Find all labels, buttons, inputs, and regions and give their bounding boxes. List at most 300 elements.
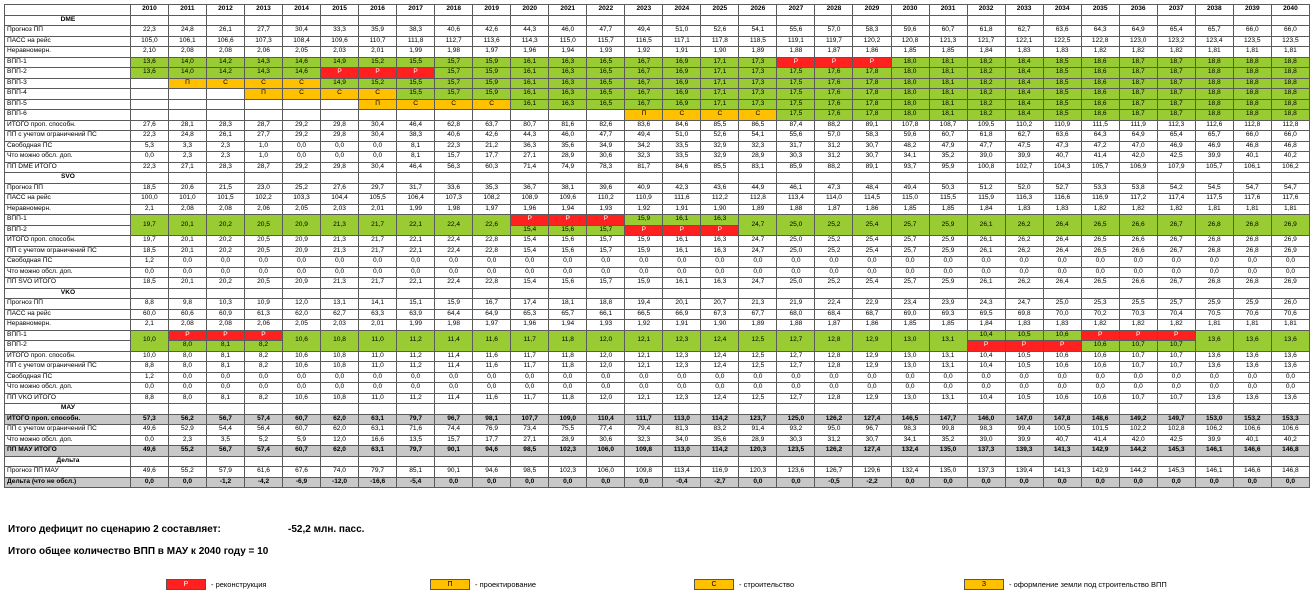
table-cell: 121,7 xyxy=(967,36,1005,47)
legend-text: - оформление земли под строительство ВПП xyxy=(1009,580,1167,589)
table-cell xyxy=(625,288,663,299)
table-cell: 17,3 xyxy=(739,57,777,68)
table-cell: 109,5 xyxy=(967,120,1005,131)
table-cell: 41,4 xyxy=(1081,435,1119,446)
table-cell: 32,9 xyxy=(701,152,739,163)
table-cell: Р xyxy=(663,225,701,236)
table-cell: 18,7 xyxy=(1119,57,1157,68)
table-cell: 15,2 xyxy=(359,57,397,68)
table-cell: 21,3 xyxy=(321,246,359,257)
table-cell: 98,3 xyxy=(891,425,929,436)
table-cell: 28,7 xyxy=(244,120,282,131)
table-cell: 0,0 xyxy=(587,267,625,278)
table-cell: Р xyxy=(549,215,587,226)
table-cell: 16,9 xyxy=(663,89,701,100)
table-cell: 70,6 xyxy=(1233,309,1271,320)
table-row xyxy=(5,152,1310,163)
table-cell: 11,2 xyxy=(397,330,435,351)
table-cell: 14,6 xyxy=(283,68,321,79)
table-cell: 2,08 xyxy=(206,204,244,215)
table-cell: 111,8 xyxy=(397,36,435,47)
table-cell: 105,7 xyxy=(1195,162,1233,173)
table-cell: 47,9 xyxy=(929,141,967,152)
table-cell: 153,0 xyxy=(1195,414,1233,425)
table-cell: 8,8 xyxy=(130,393,168,404)
table-cell: 146,8 xyxy=(1271,467,1309,478)
table-cell xyxy=(815,173,853,184)
table-cell xyxy=(549,456,587,467)
table-cell: 18,0 xyxy=(891,78,929,89)
table-cell: 16,1 xyxy=(663,236,701,247)
table-cell xyxy=(1233,456,1271,467)
table-cell: 18,8 xyxy=(1271,57,1309,68)
table-cell: 0,0 xyxy=(1195,257,1233,268)
row-label: Дельта xyxy=(5,456,131,467)
table-cell: 26,7 xyxy=(1157,246,1195,257)
table-cell: 12,3 xyxy=(663,351,701,362)
table-cell xyxy=(1195,173,1233,184)
table-cell: 95,0 xyxy=(815,425,853,436)
table-cell: 60,7 xyxy=(929,26,967,37)
table-cell: 105,7 xyxy=(1081,162,1119,173)
table-cell: 0,0 xyxy=(929,383,967,394)
table-cell: 1,87 xyxy=(815,204,853,215)
table-cell: 16,3 xyxy=(549,57,587,68)
table-row xyxy=(5,393,1310,404)
table-cell: 96,7 xyxy=(853,425,891,436)
table-cell: 18,7 xyxy=(1157,110,1195,121)
table-cell: 109,8 xyxy=(625,446,663,457)
table-cell: 83,2 xyxy=(701,425,739,436)
table-cell: 21,3 xyxy=(321,278,359,289)
header-row xyxy=(5,5,1310,16)
row-label: Неравномерн. xyxy=(5,47,131,58)
deficit-value: -52,2 млн. пасс. xyxy=(288,524,365,535)
table-cell xyxy=(549,110,587,121)
table-cell: 17,7 xyxy=(473,435,511,446)
table-cell: 24,7 xyxy=(1005,299,1043,310)
row-label: ПАСС на рейс xyxy=(5,36,131,47)
table-cell: 0,0 xyxy=(1233,477,1271,488)
table-cell: 22,8 xyxy=(473,236,511,247)
table-cell: 46,0 xyxy=(549,131,587,142)
table-cell: 26,1 xyxy=(967,278,1005,289)
table-cell: С xyxy=(397,99,435,110)
table-cell: 13,6 xyxy=(1195,362,1233,373)
table-cell: 0,0 xyxy=(777,477,815,488)
table-cell: -2,7 xyxy=(701,477,739,488)
table-cell: 10,6 xyxy=(283,362,321,373)
table-cell xyxy=(473,288,511,299)
table-cell xyxy=(244,15,282,26)
table-cell: 98,1 xyxy=(473,414,511,425)
table-cell: 79,7 xyxy=(397,446,435,457)
table-cell xyxy=(1271,456,1309,467)
table-cell: 16,3 xyxy=(701,278,739,289)
table-cell: 46,0 xyxy=(549,26,587,37)
table-cell: 153,3 xyxy=(1271,414,1309,425)
table-cell: 42,3 xyxy=(663,183,701,194)
table-cell: П xyxy=(625,110,663,121)
table-cell: 0,0 xyxy=(130,152,168,163)
table-cell: 18,6 xyxy=(1081,99,1119,110)
table-cell xyxy=(206,456,244,467)
table-cell: 69,3 xyxy=(929,309,967,320)
table-cell: 18,2 xyxy=(967,57,1005,68)
table-cell: Р xyxy=(815,57,853,68)
year-header: 2014 xyxy=(283,5,321,16)
table-cell xyxy=(168,404,206,415)
table-cell: 1,93 xyxy=(587,204,625,215)
table-cell xyxy=(777,404,815,415)
table-cell: 32,9 xyxy=(701,141,739,152)
table-cell xyxy=(853,404,891,415)
table-cell: 31,2 xyxy=(815,435,853,446)
table-cell xyxy=(929,404,967,415)
table-cell: 55,2 xyxy=(168,467,206,478)
table-cell: 1,96 xyxy=(511,320,549,331)
table-cell: 10,6 xyxy=(283,393,321,404)
year-header: 2011 xyxy=(168,5,206,16)
table-cell xyxy=(321,404,359,415)
table-row xyxy=(5,36,1310,47)
table-cell: 39,9 xyxy=(1195,152,1233,163)
table-cell: 32,3 xyxy=(739,141,777,152)
row-label: VKO xyxy=(5,288,131,299)
table-cell: 106,2 xyxy=(1195,425,1233,436)
table-cell: 0,0 xyxy=(1119,383,1157,394)
table-cell: С xyxy=(283,78,321,89)
table-cell: 26,9 xyxy=(1271,246,1309,257)
table-cell: 25,4 xyxy=(853,246,891,257)
table-cell xyxy=(206,89,244,100)
table-cell xyxy=(283,15,321,26)
table-cell: 18,7 xyxy=(1157,99,1195,110)
row-label xyxy=(5,5,131,16)
table-cell: 59,6 xyxy=(891,131,929,142)
table-cell: 1,88 xyxy=(777,47,815,58)
table-cell: 30,3 xyxy=(777,435,815,446)
table-cell: 73,4 xyxy=(511,425,549,436)
table-cell: 64,9 xyxy=(1119,131,1157,142)
table-cell: 25,0 xyxy=(1043,299,1081,310)
year-header: 2016 xyxy=(359,5,397,16)
table-cell: 113,4 xyxy=(777,194,815,205)
table-cell: 12,5 xyxy=(739,393,777,404)
table-cell: 1,85 xyxy=(929,47,967,58)
table-cell: 10,3 xyxy=(206,299,244,310)
table-cell: 90,1 xyxy=(435,446,473,457)
table-cell: 1,96 xyxy=(511,47,549,58)
table-cell: 84,6 xyxy=(663,162,701,173)
table-cell xyxy=(473,110,511,121)
table-cell: 0,0 xyxy=(1157,477,1195,488)
table-cell: 40,2 xyxy=(1271,152,1309,163)
table-cell: 110,2 xyxy=(587,194,625,205)
table-cell: 46,4 xyxy=(397,162,435,173)
table-cell: 0,0 xyxy=(701,383,739,394)
table-cell: 26,1 xyxy=(206,26,244,37)
table-cell: 18,1 xyxy=(929,110,967,121)
table-cell: 0,0 xyxy=(206,372,244,383)
table-cell: 16,5 xyxy=(587,99,625,110)
table-cell: 8,1 xyxy=(397,152,435,163)
table-cell: 1,85 xyxy=(891,320,929,331)
table-cell: 10,8 xyxy=(321,362,359,373)
table-cell: 0,0 xyxy=(244,267,282,278)
table-cell: 106,4 xyxy=(397,194,435,205)
table-cell: 0,0 xyxy=(891,372,929,383)
table-cell: 11,2 xyxy=(397,351,435,362)
table-cell: 25,0 xyxy=(777,236,815,247)
table-cell: 25,9 xyxy=(929,236,967,247)
table-cell: 144,2 xyxy=(1119,446,1157,457)
table-cell: 18,5 xyxy=(1043,68,1081,79)
table-cell: 17,1 xyxy=(701,99,739,110)
table-cell xyxy=(891,173,929,184)
table-cell: 56,4 xyxy=(244,425,282,436)
table-cell: 89,1 xyxy=(853,162,891,173)
table-cell: 56,2 xyxy=(168,414,206,425)
table-cell xyxy=(511,110,549,121)
table-cell: 32,3 xyxy=(625,152,663,163)
year-header: 2033 xyxy=(1005,5,1043,16)
table-cell: 40,7 xyxy=(1043,435,1081,446)
table-cell: 18,7 xyxy=(1157,57,1195,68)
table-cell: 15,5 xyxy=(397,89,435,100)
table-cell: 10,6 xyxy=(1081,393,1119,404)
table-cell: 17,6 xyxy=(815,99,853,110)
table-cell: 0,0 xyxy=(739,372,777,383)
table-cell: 22,3 xyxy=(130,162,168,173)
table-cell: 16,9 xyxy=(663,57,701,68)
table-cell: 62,0 xyxy=(321,425,359,436)
table-cell: 34,9 xyxy=(587,141,625,152)
table-cell xyxy=(283,110,321,121)
table-cell: 0,0 xyxy=(1043,257,1081,268)
table-cell: 27,7 xyxy=(244,26,282,37)
table-cell: 22,8 xyxy=(473,246,511,257)
table-cell xyxy=(1195,404,1233,415)
table-cell: 22,4 xyxy=(435,246,473,257)
table-cell: 147,7 xyxy=(929,414,967,425)
table-cell: 0,0 xyxy=(511,372,549,383)
table-cell: 18,2 xyxy=(967,68,1005,79)
table-cell: 102,3 xyxy=(549,446,587,457)
table-cell: 0,0 xyxy=(1005,372,1043,383)
table-cell: 0,0 xyxy=(435,383,473,394)
table-cell: 17,1 xyxy=(701,57,739,68)
table-cell: 47,0 xyxy=(1119,141,1157,152)
table-cell: 26,1 xyxy=(206,131,244,142)
table-cell: 114,3 xyxy=(511,36,549,47)
table-cell: 21,3 xyxy=(321,236,359,247)
table-cell: 21,7 xyxy=(359,278,397,289)
table-cell: 16,9 xyxy=(663,99,701,110)
table-cell: 105,5 xyxy=(359,194,397,205)
table-cell: Р xyxy=(321,68,359,79)
table-cell: 8,1 xyxy=(397,141,435,152)
table-cell: 8,2 xyxy=(244,351,282,362)
table-cell: 20,6 xyxy=(168,183,206,194)
table-cell: 55,6 xyxy=(777,26,815,37)
table-cell: 123,5 xyxy=(1233,36,1271,47)
table-cell: -0,4 xyxy=(663,477,701,488)
table-cell xyxy=(663,456,701,467)
table-cell: 0,0 xyxy=(701,372,739,383)
table-cell: 18,8 xyxy=(1233,89,1271,100)
table-cell: 62,7 xyxy=(1005,26,1043,37)
table-cell: 53,3 xyxy=(1081,183,1119,194)
row-label: ПП МАУ ИТОГО xyxy=(5,446,131,457)
table-cell: 10,7 xyxy=(1157,362,1195,373)
table-cell: 51,2 xyxy=(967,183,1005,194)
table-cell: 62,7 xyxy=(321,309,359,320)
table-cell: 11,4 xyxy=(435,393,473,404)
table-cell: 18,0 xyxy=(891,57,929,68)
table-cell: 8,2 xyxy=(244,362,282,373)
table-cell: 135,0 xyxy=(929,446,967,457)
table-cell: 12,9 xyxy=(853,330,891,351)
table-cell: 34,1 xyxy=(891,152,929,163)
table-cell xyxy=(967,404,1005,415)
table-cell: 39,0 xyxy=(967,152,1005,163)
table-cell: 33,5 xyxy=(663,152,701,163)
table-cell: 0,0 xyxy=(359,141,397,152)
table-cell: 2,05 xyxy=(283,47,321,58)
table-cell: 0,0 xyxy=(283,267,321,278)
table-cell: 149,2 xyxy=(1119,414,1157,425)
table-cell: 101,5 xyxy=(1081,425,1119,436)
year-header: 2038 xyxy=(1195,5,1233,16)
table-cell: 0,0 xyxy=(929,372,967,383)
table-cell: 35,2 xyxy=(929,152,967,163)
table-cell: 79,7 xyxy=(359,467,397,478)
table-cell: 1,82 xyxy=(1119,320,1157,331)
table-cell: 0,0 xyxy=(359,257,397,268)
table-cell xyxy=(1081,173,1119,184)
table-cell xyxy=(1271,15,1309,26)
table-cell: 51,0 xyxy=(663,26,701,37)
table-cell: 18,1 xyxy=(929,99,967,110)
table-cell: 1,81 xyxy=(1195,47,1233,58)
table-cell: 17,6 xyxy=(815,68,853,79)
table-cell: Р xyxy=(1081,330,1119,341)
table-cell: 15,9 xyxy=(625,246,663,257)
table-cell: 1,85 xyxy=(891,204,929,215)
table-cell xyxy=(206,99,244,110)
table-row xyxy=(5,414,1310,425)
table-cell: 18,2 xyxy=(967,110,1005,121)
table-cell: 40,6 xyxy=(435,131,473,142)
table-cell xyxy=(777,173,815,184)
table-cell: 8,0 xyxy=(168,362,206,373)
table-cell xyxy=(359,173,397,184)
table-cell xyxy=(511,404,549,415)
table-cell: 25,4 xyxy=(853,215,891,236)
table-cell: 115,0 xyxy=(549,36,587,47)
row-label: Прогноз ПП МАУ xyxy=(5,467,131,478)
table-cell: 1,97 xyxy=(473,47,511,58)
table-cell: 26,8 xyxy=(1195,236,1233,247)
table-cell: 116,3 xyxy=(1005,194,1043,205)
table-cell xyxy=(815,288,853,299)
table-cell: 15,7 xyxy=(587,246,625,257)
table-cell: 66,0 xyxy=(1233,26,1271,37)
table-cell: 0,0 xyxy=(853,257,891,268)
table-cell: 39,9 xyxy=(1195,435,1233,446)
table-cell: 60,0 xyxy=(130,309,168,320)
table-cell: 108,9 xyxy=(511,194,549,205)
row-label: DME xyxy=(5,15,131,26)
table-cell: 93,7 xyxy=(891,162,929,173)
table-cell: 13,6 xyxy=(1233,362,1271,373)
row-label: Неравномерн. xyxy=(5,204,131,215)
table-cell: 25,9 xyxy=(929,246,967,257)
table-cell: 1,97 xyxy=(473,320,511,331)
table-cell: 22,9 xyxy=(853,299,891,310)
table-cell: 0,0 xyxy=(891,267,929,278)
table-cell: 18,0 xyxy=(891,68,929,79)
table-cell: 91,4 xyxy=(739,425,777,436)
table-cell: 10,6 xyxy=(1043,362,1081,373)
table-cell: 1,0 xyxy=(244,141,282,152)
table-cell: 0,0 xyxy=(435,477,473,488)
table-cell: 18,8 xyxy=(1195,78,1233,89)
table-cell xyxy=(321,99,359,110)
table-cell: 11,0 xyxy=(359,330,397,351)
table-cell: 26,2 xyxy=(1005,215,1043,236)
table-cell: 16,1 xyxy=(511,68,549,79)
table-cell: 12,1 xyxy=(625,362,663,373)
table-cell: 10,7 xyxy=(1157,351,1195,362)
table-cell: 100,0 xyxy=(130,194,168,205)
table-cell xyxy=(1081,15,1119,26)
table-cell xyxy=(1119,15,1157,26)
table-cell xyxy=(1119,173,1157,184)
table-cell: 18,6 xyxy=(1081,68,1119,79)
table-cell xyxy=(663,288,701,299)
table-cell: 25,7 xyxy=(891,236,929,247)
table-cell: 0,0 xyxy=(435,267,473,278)
table-cell xyxy=(244,404,282,415)
table-cell xyxy=(1157,456,1195,467)
table-cell: 27,1 xyxy=(511,152,549,163)
table-cell: 23,4 xyxy=(891,299,929,310)
table-cell: 11,4 xyxy=(435,362,473,373)
table-cell: 60,9 xyxy=(206,309,244,320)
table-cell: 8,0 xyxy=(168,341,206,352)
table-cell: 11,0 xyxy=(359,393,397,404)
table-cell: 1,83 xyxy=(1005,320,1043,331)
table-cell: 12,4 xyxy=(701,393,739,404)
table-cell: 78,3 xyxy=(587,162,625,173)
table-cell: 70,3 xyxy=(1119,309,1157,320)
table-cell: 0,0 xyxy=(130,435,168,446)
table-cell: 71,6 xyxy=(397,425,435,436)
table-cell xyxy=(815,456,853,467)
table-cell: 0,0 xyxy=(435,257,473,268)
legend-swatch: Р xyxy=(166,579,206,590)
table-cell: 13,6 xyxy=(1271,330,1309,351)
table-cell: С xyxy=(283,89,321,100)
table-cell: 23,0 xyxy=(244,183,282,194)
table-cell: 28,9 xyxy=(549,152,587,163)
table-cell: 68,4 xyxy=(815,309,853,320)
table-cell: 1,87 xyxy=(815,47,853,58)
year-header: 2023 xyxy=(625,5,663,16)
table-cell: 20,1 xyxy=(168,246,206,257)
